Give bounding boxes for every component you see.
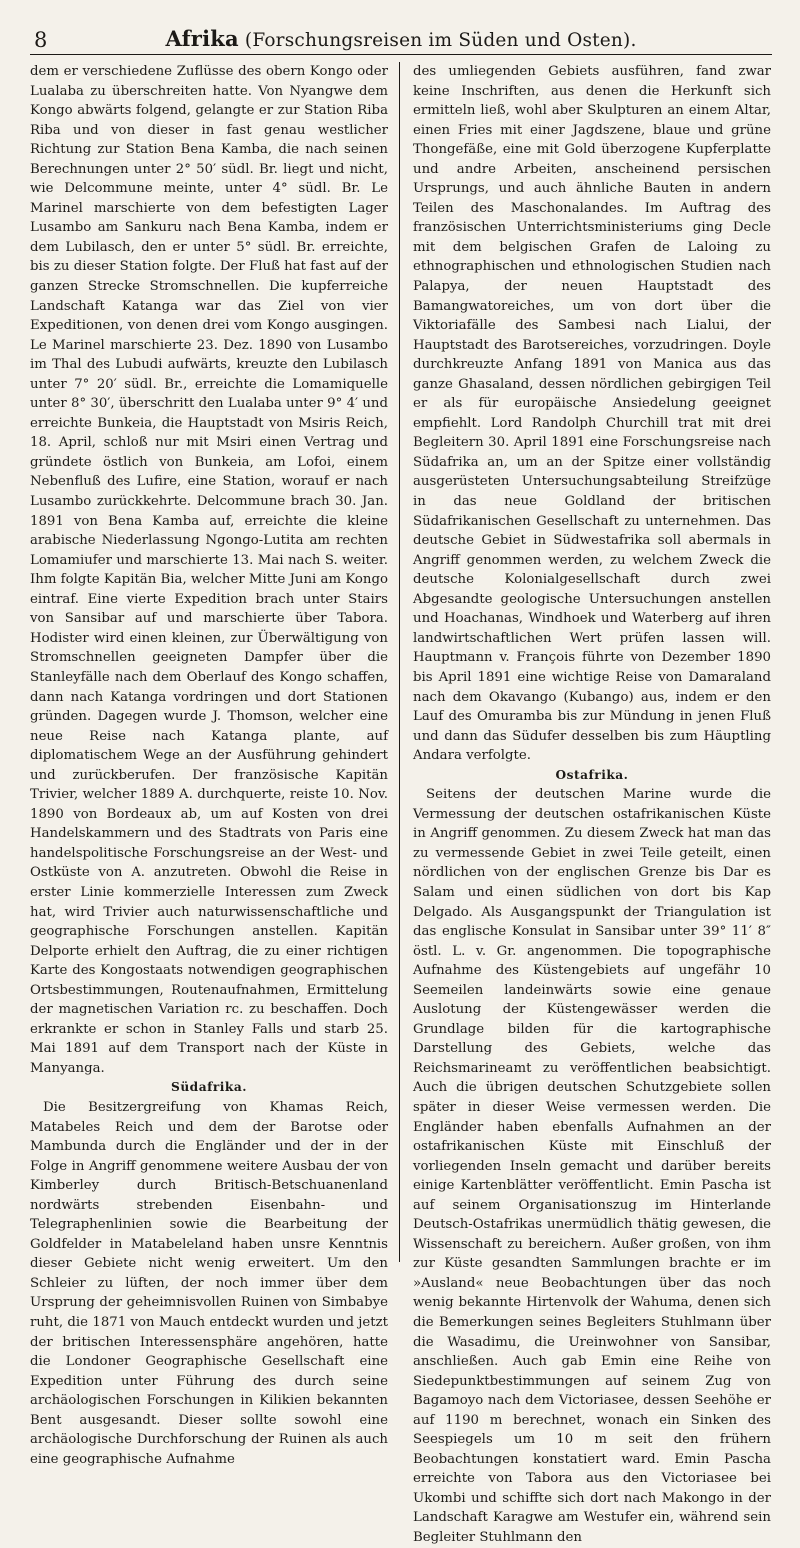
right-paragraph-1: des umliegenden Gebiets ausführen, fand zwar keine Inschriften, aus denen die Herkunft sich ermitteln ließ, wohl aber Skulpturen an einem Altar, einen Fries mit einer Jagdszene, blaue und grüne Thongefäße, eine mit Gold überzogene Kupferplatte und andre Arbeiten, anscheinend persischen Ursprungs, und auch ähnliche Bauten in andern Teilen des Maschonalandes. Im Auftrag des französischen Unterrichtsministeriums ging Decle mit dem belgischen Grafen de Laloing zu ethnographischen und ethnologischen Studien nach Palapya, der neuen Hauptstadt des Bamangwatoreiches, um von dort über die Viktoriafälle des Sambesi nach Lialui, der Hauptstadt des Barotsereiches, vorzudringen. Doyle durchkreuzte Anfang 1891 von Manica aus das ganze Ghasaland, dessen nördlichen gebirgigen Teil er als für europäische Ansiedelung geeignet empfiehlt. Lord Randolph Churchill trat mit drei Begleitern 30. April 1891 eine Forschungsreise nach Südafrika an, um an der Spitze einer vollständig ausgerüsteten Untersuchungsabteilung Streifzüge in das neue Goldland der britischen Südafrikanischen Gesellschaft zu unternehmen. Das deutsche Gebiet in Südwestafrika soll abermals in Angriff genommen werden, zu welchem Zweck die deutsche Kolonialgesellschaft durch zwei Abgesandte geologische Untersuchungen anstellen und Hoachanas, Windhoek und Waterberg auf ihren landwirtschaftlichen Wert prüfen lassen will. Hauptmann v. François führte von Dezember 1890 bis April 1891 eine wichtige Reise von Damaraland nach dem Okavango (Kubango) aus, indem er den Lauf des Omuramba bis zur Mündung in jenen Fluß und dann das Südufer desselben bis zum Häuptling Andara verfolgte. xyxy=(413,64,771,764)
text-columns xyxy=(30,62,774,1546)
running-title-main: Afrika xyxy=(165,26,239,51)
right-paragraph-2: Seitens der deutschen Marine wurde die Vermessung der deutschen ostafrikanischen Küste in Angriff genommen. Zu diesem Zweck hat man das zu vermessende Gebiet in zwei Teile geteilt, einen nördlichen von der englischen Grenze bis Dar es Salam und einen südlichen von dort bis Kap Delgado. Als Ausgangspunkt der Triangulation ist das englische Konsulat in Sansibar unter 39° 11′ 8″ östl. L. v. Gr. angenommen. Die topographische Aufnahme des Küstengebiets auf ungefähr 10 Seemeilen landeinwärts sowie eine genaue Auslotung der Küstengewässer werden die Grundlage bilden für die kartographische Darstellung des Gebiets, welche das Reichsmarineamt zu veröffentlichen beabsichtigt. Auch die übrigen deutschen Schutzgebiete sollen später in dieser Weise vermessen werden. Die Engländer haben ebenfalls Aufnahmen an der ostafrikanischen Küste mit Einschluß der vorliegenden Inseln gemacht und darüber bereits einige Kartenblätter veröffentlicht. Emin Pascha ist auf seinem Organisationszug im Hinterlande Deutsch-Ostafrikas unermüdlich thätig gewesen, die Wissenschaft zu bereichern. Außer großen, von ihm zur Küste gesandten Sammlungen brachte er im »Ausland« neue Beobachtungen über das noch wenig bekannte Hirtenvolk der Wahuma, denen sich die Bemerkungen seines Begleiters Stuhlmann über die Wasadimu, die Ureinwohner von Sansibar, anschließen. Auch gab Emin eine Reihe von Siedepunktbestimmungen auf seinem Zug von Bagamoyo nach dem Victoriasee, dessen Seehöhe er auf 1190 m berechnet, wonach ein Sinken des Seespiegels um 10 m seit den frühern Beobachtungen konstatiert ward. Emin Pascha erreichte von Tabora aus den Victoriasee bei Ukombi und schiffte sich dort nach Makongo in der Landschaft Karagwe am Westufer ein, während sein Begleiter Stuhlmann den xyxy=(413,787,771,1546)
page-number: 8 xyxy=(34,28,48,52)
heading-ostafrika: Ostafrika. xyxy=(555,767,629,782)
left-paragraph-1: dem er verschiedene Zuflüsse des obern Kongo oder Lualaba zu überschreiten hatte. Von Nyangwe dem Kongo abwärts folgend, gelangte er zur Station Riba Riba und von dieser in fast genau westlicher Richtung zur Station Bena Kamba, die nach seinen Berechnungen unter 2° 50′ südl. Br. liegt und nicht, wie Delcommune meinte, unter 4° südl. Br. Le Marinel marschierte von dem befestigten Lager Lusambo am Sankuru nach Bena Kamba, indem er dem Lubilasch, den er unter 5° südl. Br. erreichte, bis zu dieser Station folgte. Der Fluß hat fast auf der ganzen Strecke Stromschnellen. Die kupferreiche Landschaft Katanga war das Ziel von vier Expeditionen, von denen drei vom Kongo ausgingen. Le Marinel marschierte 23. Dez. 1890 von Lusambo im Thal des Lubudi aufwärts, kreuzte den Lubilasch unter 7° 20′ südl. Br., erreichte die Lomamiquelle unter 8° 30′, überschritt den Lualaba unter 9° 4′ und erreichte Bunkeia, die Hauptstadt von Msiris Reich, 18. April, schloß nur mit Msiri einen Vertrag und gründete östlich von Bunkeia, am Lofoi, einem Nebenfluß des Lufire, eine Station, worauf er nach Lusambo zurückkehrte. Delcommune brach 30. Jan. 1891 von Bena Kamba auf, erreichte die kleine arabische Niederlassung Ngongo-Lutita am rechten Lomamiufer und marschierte 13. Mai nach S. weiter. Ihm folgte Kapitän Bia, welcher Mitte Juni am Kongo eintraf. Eine vierte Expedition brach unter Stairs von Sansibar auf und marschierte über Tabora. Hodister wird einen kleinen, zur Überwältigung von Stromschnellen geeigneten Dampfer über die Stanleyfälle nach dem Oberlauf des Kongo schaffen, dann nach Katanga vordringen und dort Stationen gründen. Dagegen wurde J. Thomson, welcher eine neue Reise nach Katanga plante, auf diplomatischem Wege an der Ausführung gehindert und zurückberufen. Der französische Kapitän Trivier, welcher 1889 A. durchquerte, reiste 10. Nov. 1890 von Bordeaux ab, um auf Kosten von drei Handelskammern und des Stadtrats von Paris eine handelspolitische Forschungsreise an der West- und Ostküste von A. anzutreten. Obwohl die Reise in erster Linie kommerzielle Interessen zum Zweck hat, wird Trivier auch naturwissenschaftliche und geographische Forschungen anstellen. Kapitän Delporte erhielt den Auftrag, die zu einer richtigen Karte des Kongostaats notwendigen geographischen Ortsbestimmungen, Routenaufnahmen, Ermittelung der magnetischen Variation rc. zu beschaffen. Doch erkrankte er schon in Stanley Falls und starb 25. Mai 1891 auf dem Transport nach der Küste in Manyanga. xyxy=(30,64,388,1076)
left-paragraph-2: Die Besitzergreifung von Khamas Reich, Matabeles Reich und dem der Barotse oder Mambunda durch die Engländer und der in der Folge in Angriff genommene weitere Ausbau der von Kimberley durch Britisch-Betschuanenland nordwärts strebenden Eisenbahn- und Telegraphenlinien sowie die Bearbeitung der Goldfelder in Matabeleland haben unsre Kenntnis dieser Gebiete nicht wenig erweitert. Um den Schleier zu lüften, der noch immer über dem Ursprung der geheimnisvollen Ruinen von Simbabye ruht, die 1871 von Mauch entdeckt wurden und jetzt der britischen Interessensphäre angehören, hatte die Londoner Geographische Gesellschaft eine Expedition unter Führung des durch seine archäologischen Forschungen in Kilikien bekannten Bent ausgesandt. Dieser sollte sowohl eine archäologische Durchforschung der Ruinen als auch eine geographische Aufnahme xyxy=(30,1099,388,1467)
left-column xyxy=(30,62,388,1467)
running-header xyxy=(30,26,772,55)
running-title-sub: (Forschungsreisen im Süden und Osten). xyxy=(244,30,637,51)
right-column xyxy=(413,62,771,1546)
heading-suedafrika: Südafrika. xyxy=(171,1080,247,1095)
column-divider xyxy=(399,62,400,1262)
running-title xyxy=(30,26,772,51)
